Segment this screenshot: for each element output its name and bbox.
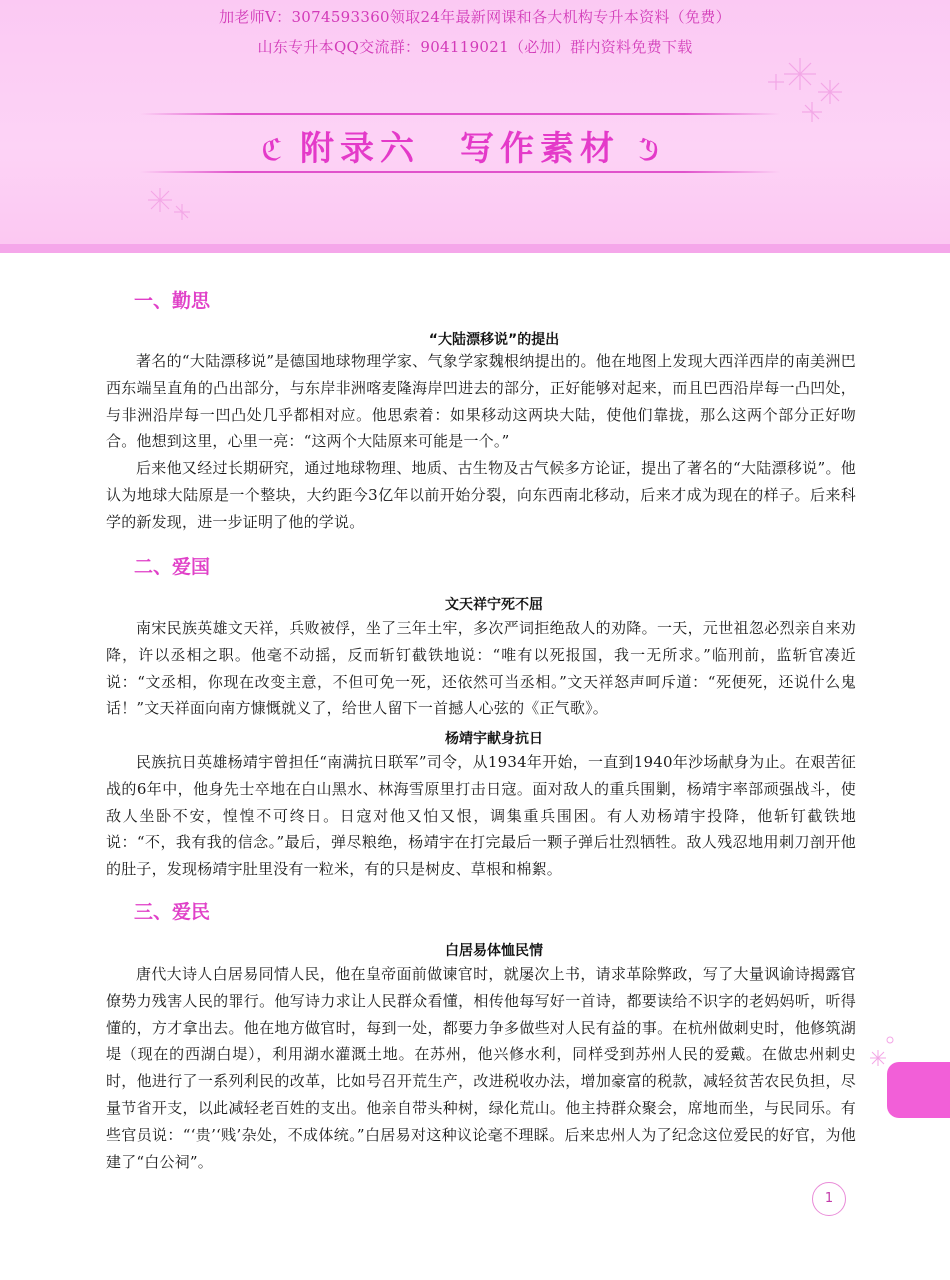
- article-paragraph: 民族抗日英雄杨靖宇曾担任“南满抗日联军”司令，从1934年开始，一直到1940年沙场献身为止。在艰苦征战的6年中，他身先士卒地在白山黑水、林海雪原里打击日寇。面对敌人的重兵围剿，杨靖宇率部顽强战斗，使敌人坐卧不安，惶惶不可终日。日寇对他又怕又恨，调集重兵围困。有人劝杨靖宇投降，他斩钉截铁地说：“不，我有我的信念。”最后，弹尽粮绝，杨靖宇在打完最后一颗子弹后壮烈牺牲。敌人残忍地用刺刀剖开他的肚子，发现杨靖宇肚里没有一粒米，有的只是树皮、草根和棉絮。: [106, 753, 856, 879]
- section-heading-aimin: 三、爱民: [134, 901, 211, 923]
- header-stripe: [0, 244, 950, 253]
- appendix-title: [140, 121, 780, 170]
- chapter-side-tab: [887, 1062, 950, 1118]
- article-title: 文天祥宁死不屈: [445, 597, 543, 613]
- article-title: 白居易体恤民情: [445, 943, 543, 959]
- article-paragraph: 著名的“大陆漂移说”是德国地球物理学家、气象学家魏根纳提出的。他在地图上发现大西洋西岸的南美洲巴西东端呈直角的凸出部分，与东岸非洲喀麦隆海岸凹进去的部分，正好能够对起来，而且巴西沿岸每一凸凹处，与非洲沿岸每一凹凸处几乎都相对应。他思索着：如果移动这两块大陆，使他们靠拢，那么这两个部分正好吻合。他想到这里，心里一亮：“这两个大陆原来可能是一个。”: [106, 352, 856, 451]
- article-title: “大陆漂移说”的提出: [428, 332, 560, 348]
- appendix-title-text: 附录六 写作素材: [300, 129, 620, 169]
- title-line-bottom: [140, 171, 780, 173]
- firework-flower-icon: [140, 180, 200, 230]
- title-line-top: [140, 113, 780, 115]
- page-number: 1: [812, 1182, 846, 1216]
- article-paragraph: 后来他又经过长期研究，通过地球物理、地质、古生物及古气候多方论证，提出了著名的“大陆漂移说”。他认为地球大陆原是一个整块，大约距今3亿年以前开始分裂，向东西南北移动，后来才成为现在的样子。后来科学的新发现，进一步证明了他的学说。: [106, 459, 856, 531]
- section-heading-aiguo: 二、爱国: [134, 556, 211, 578]
- promo-line-1: 加老师V：3074593360领取24年最新网课和各大机构专升本资料（免费）: [219, 8, 731, 26]
- article-paragraph: 唐代大诗人白居易同情人民，他在皇帝面前做谏官时，就屡次上书，请求革除弊政，写了大量讽谕诗揭露官僚势力残害人民的罪行。他写诗力求让人民群众看懂，相传他每写好一首诗，都要读给不识字的老妈妈听，听得懂的，方才拿出去。他在地方做官时，每到一处，都要力争多做些对人民有益的事。在杭州做刺史时，他修筑湖堤（现在的西湖白堤），利用湖水灌溉土地。在苏州，他兴修水利，同样受到苏州人民的爱戴。在做忠州刺史时，他进行了一系列利民的改革，比如号召开荒生产，改进税收办法，增加豪富的税款，减轻贫苦农民负担，尽量节省开支，以此减轻老百姓的支出。他亲自带头种树，绿化荒山。他主持群众聚会，席地而坐，与民同乐。有些官员说：“‘贵’‘贱’杂处，不成体统。”白居易对这种议论毫不理睬。后来忠州人为了纪念这位爱民的好官，为他建了“白公祠”。: [106, 965, 856, 1171]
- article-paragraph: 南宋民族英雄文天祥，兵败被俘，坐了三年土牢，多次严词拒绝敌人的劝降。一天，元世祖忽必烈亲自来劝降，许以丞相之职。他毫不动摇，反而斩钉截铁地说：“唯有以死报国，我一无所求。”临刑前，监斩官凑近说：“文丞相，你现在改变主意，不但可免一死，还依然可当丞相。”文天祥怒声呵斥道：“死便死，还说什么鬼话！”文天祥面向南方慷慨就义了，给世人留下一首撼人心弦的《正气歌》。: [106, 619, 856, 718]
- section-heading-qinsi: 一、勤思: [134, 290, 211, 312]
- promo-line-2: 山东专升本QQ交流群：904119021（必加）群内资料免费下载: [257, 38, 693, 56]
- scroll-ornament-right-icon: ℭ: [637, 133, 659, 168]
- scroll-ornament-left-icon: ℭ: [261, 133, 283, 168]
- article-title: 杨靖宇献身抗日: [445, 731, 543, 747]
- appendix-title-bar: [140, 113, 780, 171]
